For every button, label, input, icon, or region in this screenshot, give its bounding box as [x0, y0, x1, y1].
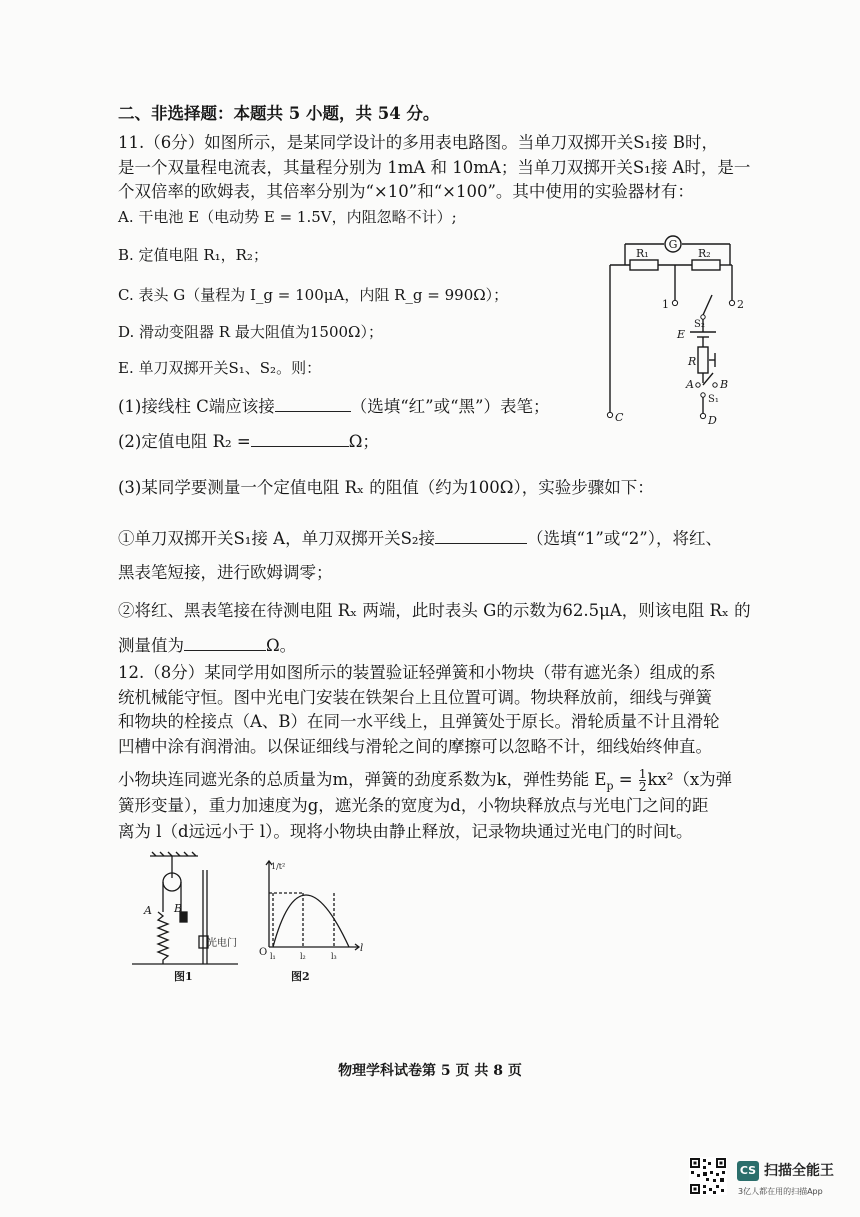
- q12-equals: =: [613, 770, 638, 789]
- circuit-label-r: R: [688, 355, 697, 368]
- q12-ep-subscript: p: [606, 779, 614, 793]
- circuit-label-2: 2: [737, 298, 744, 311]
- q11-step-1-suffix: （选填“1”或“2”），将红、: [527, 529, 722, 548]
- circuit-label-r1: R₁: [636, 247, 649, 260]
- q11-line-3: 个双倍率的欧姆表，其倍率分别为“×10”和“×100”。其中使用的实验器材有：: [118, 182, 694, 201]
- figure-2-graph: [255, 855, 367, 985]
- q11-part-2-prefix: (2)定值电阻 R₂ =: [118, 432, 251, 451]
- fig2-x-axis-label: l: [360, 943, 364, 954]
- answer-blank-1[interactable]: [275, 395, 351, 412]
- fig2-origin: O: [259, 947, 268, 958]
- q12-line-5: [118, 768, 732, 796]
- q12-line-3: 和物块的栓接点（A、B）在同一水平线上，且弹簧处于原长。滑轮质量不计且滑轮: [118, 712, 720, 731]
- fig2-y-axis-label: 1/t²: [271, 862, 286, 871]
- circuit-label-a: A: [686, 378, 694, 391]
- q11-step-1: [118, 527, 722, 549]
- circuit-label-e: E: [677, 328, 686, 341]
- q12-line-6: 簧形变量），重力加速度为g，遮光条的宽度为d，小物块释放点与光电门之间的距: [118, 796, 709, 815]
- q11-item-a: A. 干电池 E（电动势 E = 1.5V，内阻忽略不计）;: [118, 208, 457, 226]
- q11-part-2: [118, 430, 379, 452]
- scanner-app-name: 扫描全能王: [764, 1163, 834, 1179]
- section-title: 二、非选择题：本题共 5 小题，共 54 分。: [118, 104, 440, 123]
- qr-code: [689, 1157, 727, 1195]
- q11-line-2: 是一个双量程电流表，其量程分别为 1mA 和 10mA；当单刀双掷开关S₁接 A时，是一: [118, 158, 751, 177]
- q11-step-2-line-2: [118, 634, 296, 656]
- q11-part-1: [118, 395, 550, 417]
- q11-step-2-prefix: 测量值为: [118, 636, 184, 655]
- scanner-app-tagline: 3亿人都在用的扫描App: [738, 1187, 823, 1196]
- circuit-label-1: 1: [662, 298, 669, 311]
- scanner-logo-icon: CS: [737, 1161, 759, 1181]
- circuit-label-c: C: [615, 411, 624, 424]
- fig2-tick-l1: l₁: [270, 952, 276, 961]
- circuit-label-b: B: [720, 378, 729, 391]
- q12-line-5-suffix: kx²（x为弹: [647, 770, 733, 789]
- circuit-label-d: D: [708, 414, 717, 427]
- q11-step-1-prefix: ①单刀双掷开关S₁接 A，单刀双掷开关S₂接: [118, 529, 435, 548]
- q12-fraction-num: 1: [638, 767, 647, 781]
- fig1-label-b: B: [174, 902, 183, 915]
- q11-part-2-suffix: Ω；: [348, 432, 379, 451]
- q12-fraction: [639, 768, 647, 793]
- circuit-label-s2: S₂: [694, 319, 705, 330]
- q12-fraction-den: 2: [638, 780, 647, 794]
- circuit-label-r2: R₂: [698, 247, 711, 260]
- q11-item-c: C. 表头 G（量程为 I_g = 100μA，内阻 R_g = 990Ω）；: [118, 286, 509, 304]
- fig1-label-gate: 光电门: [207, 938, 237, 949]
- q11-item-b: B. 定值电阻 R₁，R₂；: [118, 246, 268, 264]
- q11-step-2-line-1: ②将红、黑表笔接在待测电阻 Rₓ 两端，此时表头 G的示数为62.5μA，则该电阻 Rₓ 的: [118, 601, 751, 620]
- q12-line-7: 离为 l（d远远小于 l）。现将小物块由静止释放，记录物块通过光电门的时间t。: [118, 822, 693, 841]
- circuit-diagram: [600, 235, 760, 430]
- q12-line-2: 统机械能守恒。图中光电门安装在铁架台上且位置可调。物块释放前，细线与弹簧: [118, 688, 712, 707]
- figure-1-apparatus: [130, 850, 242, 985]
- q12-line-1: 12.（8分）某同学用如图所示的装置验证轻弹簧和小物块（带有遮光条）组成的系: [118, 663, 716, 682]
- q11-part-3: (3)某同学要测量一个定值电阻 Rₓ 的阻值（约为100Ω），实验步骤如下：: [118, 478, 654, 497]
- fig1-label-a: A: [144, 904, 152, 917]
- circuit-label-g: G: [668, 238, 678, 251]
- fig2-tick-l3: l₃: [331, 952, 337, 961]
- circuit-label-s1: S₁: [708, 394, 719, 405]
- fig1-caption: 图1: [174, 970, 193, 983]
- q11-step-2-suffix: Ω。: [266, 636, 297, 655]
- q11-item-d: D. 滑动变阻器 R 最大阻值为1500Ω）；: [118, 323, 383, 341]
- q11-part-1-prefix: (1)接线柱 C端应该接: [118, 397, 275, 416]
- q12-line-5-prefix: 小物块连同遮光条的总质量为m，弹簧的劲度系数为k，弹性势能 E: [118, 770, 607, 789]
- q12-line-4: 凹槽中涂有润滑油。以保证细线与滑轮之间的摩擦可以忽略不计，细线始终伸直。: [118, 737, 712, 756]
- fig2-caption: 图2: [291, 970, 310, 983]
- q11-item-e: E. 单刀双掷开关S₁、S₂。则：: [118, 359, 322, 377]
- answer-blank-2[interactable]: [251, 430, 349, 447]
- fig2-tick-l2: l₂: [300, 952, 306, 961]
- q11-part-1-suffix: （选填“红”或“黑”）表笔；: [350, 397, 550, 416]
- answer-blank-3[interactable]: [435, 527, 527, 544]
- q11-line-1: 11.（6分）如图所示，是某同学设计的多用表电路图。当单刀双掷开关S₁接 B时，: [118, 133, 719, 152]
- page-footer: 物理学科试卷第 5 页 共 8 页: [338, 1063, 522, 1079]
- q11-step-1-line-2: 黑表笔短接，进行欧姆调零；: [118, 563, 333, 582]
- answer-blank-4[interactable]: [184, 634, 266, 651]
